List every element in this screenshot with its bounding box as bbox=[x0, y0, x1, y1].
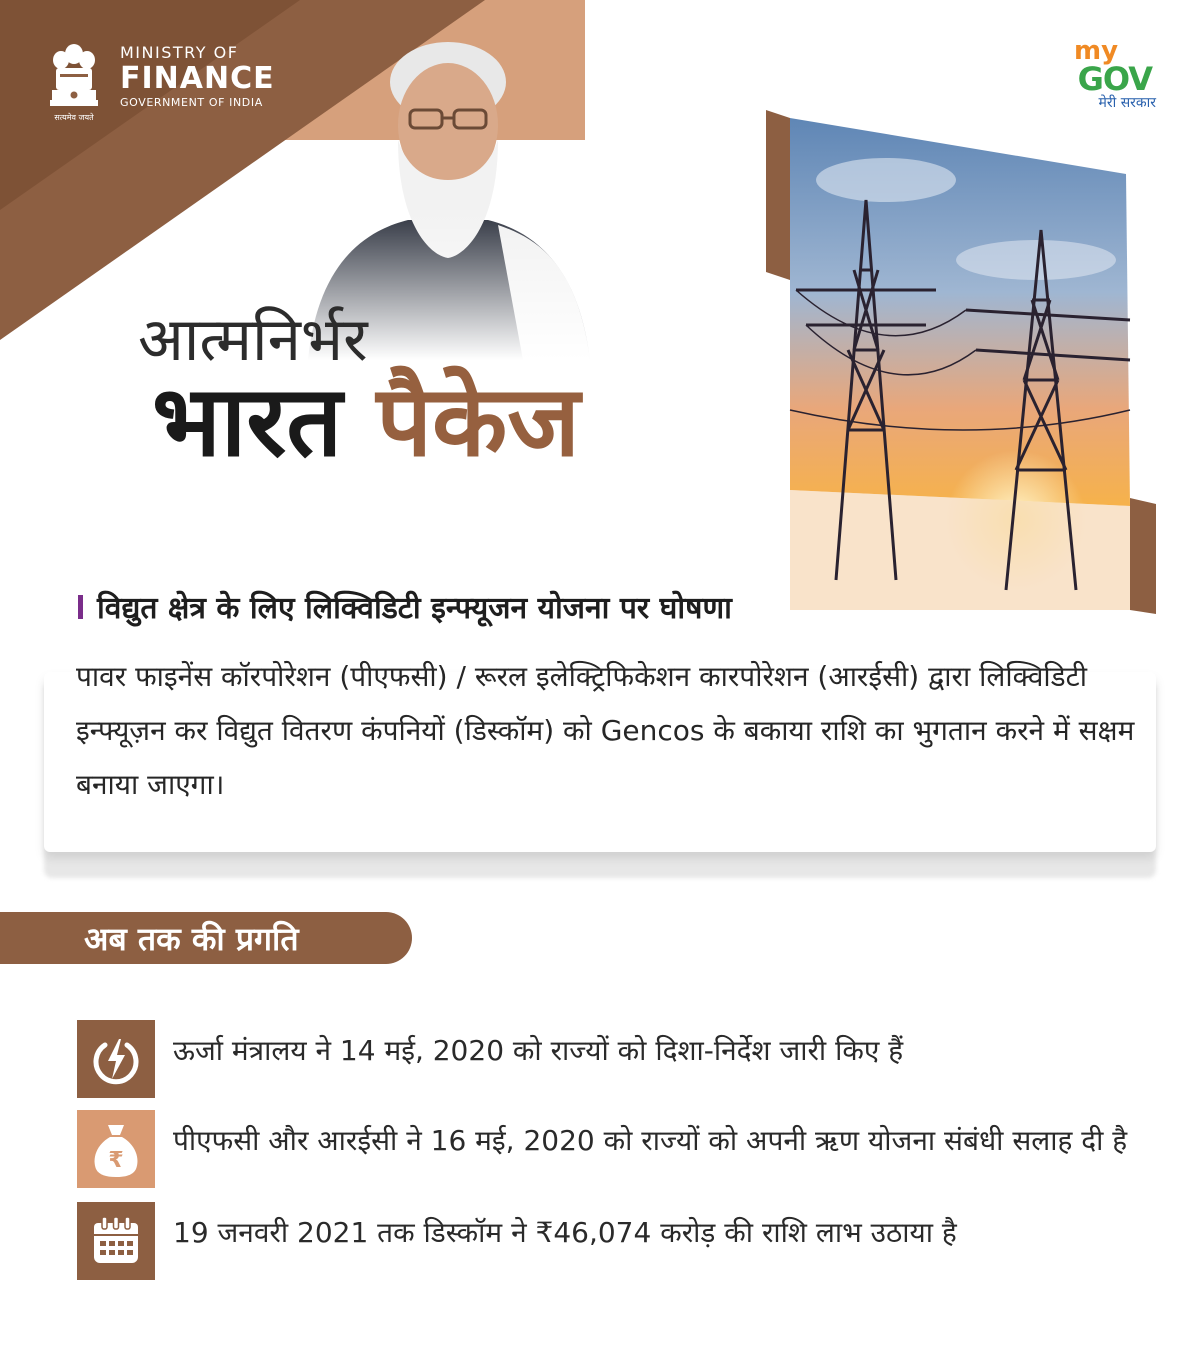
progress-item bbox=[77, 1202, 1157, 1280]
heading-accent-bar bbox=[78, 595, 83, 619]
mygov-logo bbox=[1056, 38, 1156, 112]
ministry-line1: MINISTRY OF bbox=[120, 43, 239, 62]
rupee-bag-icon bbox=[77, 1110, 155, 1188]
mygov-tagline: मेरी सरकार bbox=[1098, 95, 1156, 111]
ministry-name bbox=[120, 40, 275, 110]
progress-item bbox=[77, 1020, 1157, 1098]
calendar-icon bbox=[77, 1202, 155, 1280]
title-word-package: पैकेज bbox=[376, 365, 580, 479]
mygov-my: my bbox=[1074, 36, 1119, 66]
power-tower-image bbox=[766, 110, 1158, 620]
power-bolt-icon bbox=[77, 1020, 155, 1098]
emblem-motto: सत्यमेव जयते bbox=[54, 113, 94, 122]
national-emblem-icon bbox=[48, 40, 100, 122]
title-word-bharat: भारत bbox=[152, 365, 343, 479]
announcement-heading-text: विद्युत क्षेत्र के लिए लिक्विडिटी इन्फ्यूजन योजना पर घोषणा bbox=[97, 591, 732, 626]
announcement-heading bbox=[78, 586, 732, 627]
ministry-line2: FINANCE bbox=[120, 61, 275, 96]
progress-item-text: ऊर्जा मंत्रालय ने 14 मई, 2020 को राज्यों को दिशा-निर्देश जारी किए हैं bbox=[173, 1034, 904, 1067]
progress-section-label: अब तक की प्रगति bbox=[84, 919, 299, 958]
progress-item-text: 19 जनवरी 2021 तक डिस्कॉम ने ₹46,074 करोड़ की राशि लाभ उठाया है bbox=[173, 1216, 957, 1249]
rupee-symbol: ₹ bbox=[108, 1148, 124, 1173]
mygov-gov: GOV bbox=[1077, 60, 1152, 98]
title-line1: आत्मनिर्भर bbox=[138, 305, 368, 375]
progress-section-tab bbox=[0, 912, 412, 964]
ministry-logo bbox=[42, 40, 275, 126]
announcement-body: पावर फाइनेंस कॉरपोरेशन (पीएफसी) / रूरल इलेक्ट्रिफिकेशन कारपोरेशन (आरईसी) द्वारा लिक्विडिटी इन्फ्यूज़न कर विद्युत वितरण कंपनियों (डिस्कॉम) को Gencos के बकाया राशि का भुगतान करने में सक्षम बनाया जाएगा। bbox=[76, 660, 1135, 801]
progress-item bbox=[77, 1110, 1157, 1188]
ministry-line3: GOVERNMENT OF INDIA bbox=[120, 96, 263, 109]
title-line2 bbox=[152, 362, 580, 482]
progress-item-text: पीएफसी और आरईसी ने 16 मई, 2020 को राज्यों को अपनी ऋण योजना संबंधी सलाह दी है bbox=[173, 1124, 1128, 1157]
